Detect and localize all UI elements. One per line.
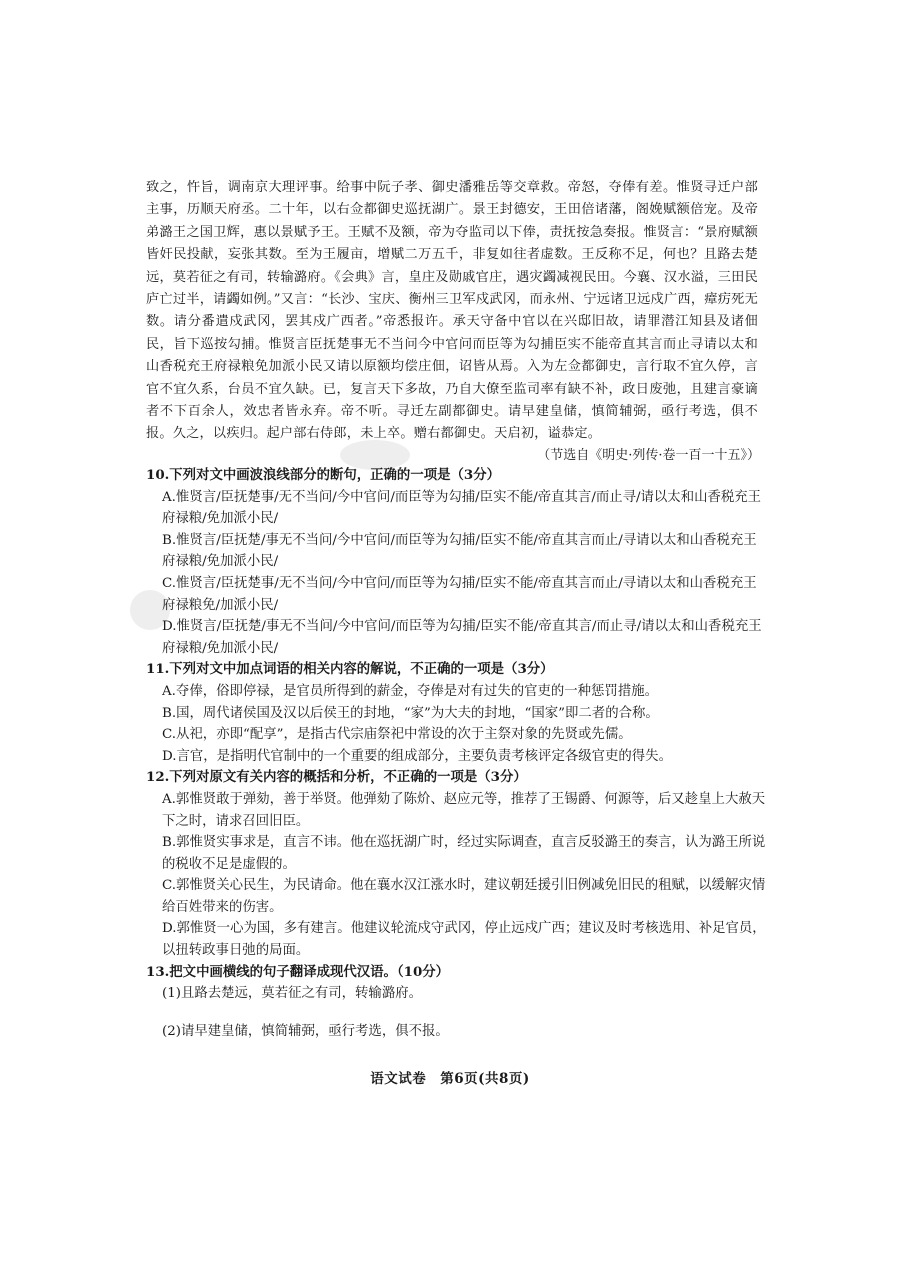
option-a: A.郭惟贤敢于弹劾，善于举贤。他弹劾了陈炌、赵应元等，推荐了王锡爵、何源等，后又趁皇上大赦天下之时，请求召回旧臣。	[162, 791, 766, 829]
question-11	[146, 659, 766, 767]
option-d: D.郭惟贤一心为国，多有建言。他建议轮流戍守武冈，停止远戍广西；建议及时考核选用、补足官员，以扭转政事日弛的局面。	[162, 921, 766, 959]
option-d: D.惟贤言/臣抚楚/事无不当问/今中官问/而臣等为勾捕/臣实不能/帝直其言/而止寻/请以太和山香税充王府禄粮/免加派小民/	[162, 619, 762, 656]
question-10	[146, 465, 766, 659]
question-stem: 13.把文中画横线的句子翻译成现代汉语。（10分）	[146, 963, 450, 980]
passage-text: 致之，忤旨，调南京大理评事。给事中阮子孝、御史潘雅岳等交章救。帝怒，夺俸有差。惟贤寻迁户部主事，历顺天府丞。二十年，以右佥都御史巡抚湖广。景王封德安，王田倍诸藩，阁娩赋额倍宠。及帝弟潞王之国卫辉，惠以景赋予王。王赋不及额，帝为夺监司以下俸，责抚按急奏报。惟贤言：“景府赋额皆奸民投献，妄张其数。至为王履亩，增赋二万五千，非复如往者虚数。王反称不足，何也？且路去楚远，莫若征之有司，转输潞府。《会典》言，皇庄及勋戚官庄，遇灾蠲减视民田。今襄、汉水溢，三田民庐亡过半，请蠲如例。”又言：“长沙、宝庆、衡州三卫军戍武冈，而永州、宁远诸卫远戍广西，瘴疠死无数。请分番遣戍武冈，罢其戍广西者。”帝悉报许。承天守备中官以在兴邸旧故，请罪潜江知县及诸佃民，旨下巡按勾捕。惟贤言臣抚楚事无不当问今中官问而臣等为勾捕臣实不能帝直其言而止寻请以太和山香税充王府禄粮免加派小民又请以原额均偿庄佃，诏皆从焉。入为左佥都御史，言行取不宜久停，言官不宜久系，台员不宜久缺。已，复言天下多故，乃自大僚至监司率有缺不补，政日废弛，且建言豪谪者不下百余人，效忠者皆永弃。帝不听。寻迁左副都御史。请早建皇储，慎简辅弼，亟行考选，俱不报。久之，以疾归。起户部右侍郎，未上卒。赠右都御史。天启初，谥恭定。	[146, 180, 758, 442]
question-stem: 10.下列对文中画波浪线部分的断句，正确的一项是（3分）	[146, 467, 500, 483]
translation-item-1: (1)且路去楚远，莫若征之有司，转输潞府。	[162, 986, 422, 1002]
option-a: A.夺俸，俗即停禄，是官员所得到的薪金，夺俸是对有过失的官吏的一种惩罚措施。	[162, 683, 658, 699]
option-d: D.言官，是指明代官制中的一个重要的组成部分，主要负责考核评定各级官吏的得失。	[162, 748, 672, 764]
option-b: B.国，周代诸侯国及汉以后侯王的封地，“家”为大夫的封地，“国家”即二者的合称。	[162, 705, 659, 721]
classical-passage	[146, 177, 758, 446]
option-c: C.惟贤言/臣抚楚事/无不当问/今中官问/而臣等为勾捕/臣实不能/帝直其言而止/寻请以太和山香税充王府禄粮免/加派小民/	[162, 575, 757, 613]
option-b: B.郭惟贤实事求是，直言不讳。他在巡抚湖广时，经过实际调查，直言反驳潞王的奏言，认为潞王所说的税收不足是虚假的。	[162, 835, 766, 872]
option-b: B.惟贤言/臣抚楚/事无不当问/今中官问/而臣等为勾捕/臣实不能/帝直其言而止/寻请以太和山香税充王府禄粮/免加派小民/	[162, 532, 757, 570]
question-12	[146, 767, 766, 961]
page-footer: 语文试卷 第6页(共8页)	[370, 1071, 530, 1087]
passage-source: （节选自《明史·列传·卷一百一十五》）	[537, 448, 760, 463]
translation-item-2: (2)请早建皇储，慎简辅弼，亟行考选，俱不报。	[162, 1023, 449, 1039]
option-c: C.从祀，亦即“配享”，是指古代宗庙祭祀中常设的次于主祭对象的先贤或先儒。	[162, 727, 632, 743]
question-stem: 12.下列对原文有关内容的概括和分析，不正确的一项是（3分）	[146, 769, 527, 786]
option-c: C.郭惟贤关心民生，为民请命。他在襄水汉江涨水时，建议朝廷援引旧例减免旧民的租赋，以缓解灾情给百姓带来的伤害。	[162, 878, 766, 915]
question-13	[146, 962, 766, 1043]
option-a: A.惟贤言/臣抚楚事/无不当问/今中官问/而臣等为勾捕/臣实不能/帝直其言/而止寻/请以太和山香税充王府禄粮/免加派小民/	[162, 489, 762, 527]
questions-section	[146, 465, 766, 1042]
question-stem: 11.下列对文中加点词语的相关内容的解说，不正确的一项是（3分）	[146, 661, 554, 678]
answer-space	[146, 1005, 766, 1021]
